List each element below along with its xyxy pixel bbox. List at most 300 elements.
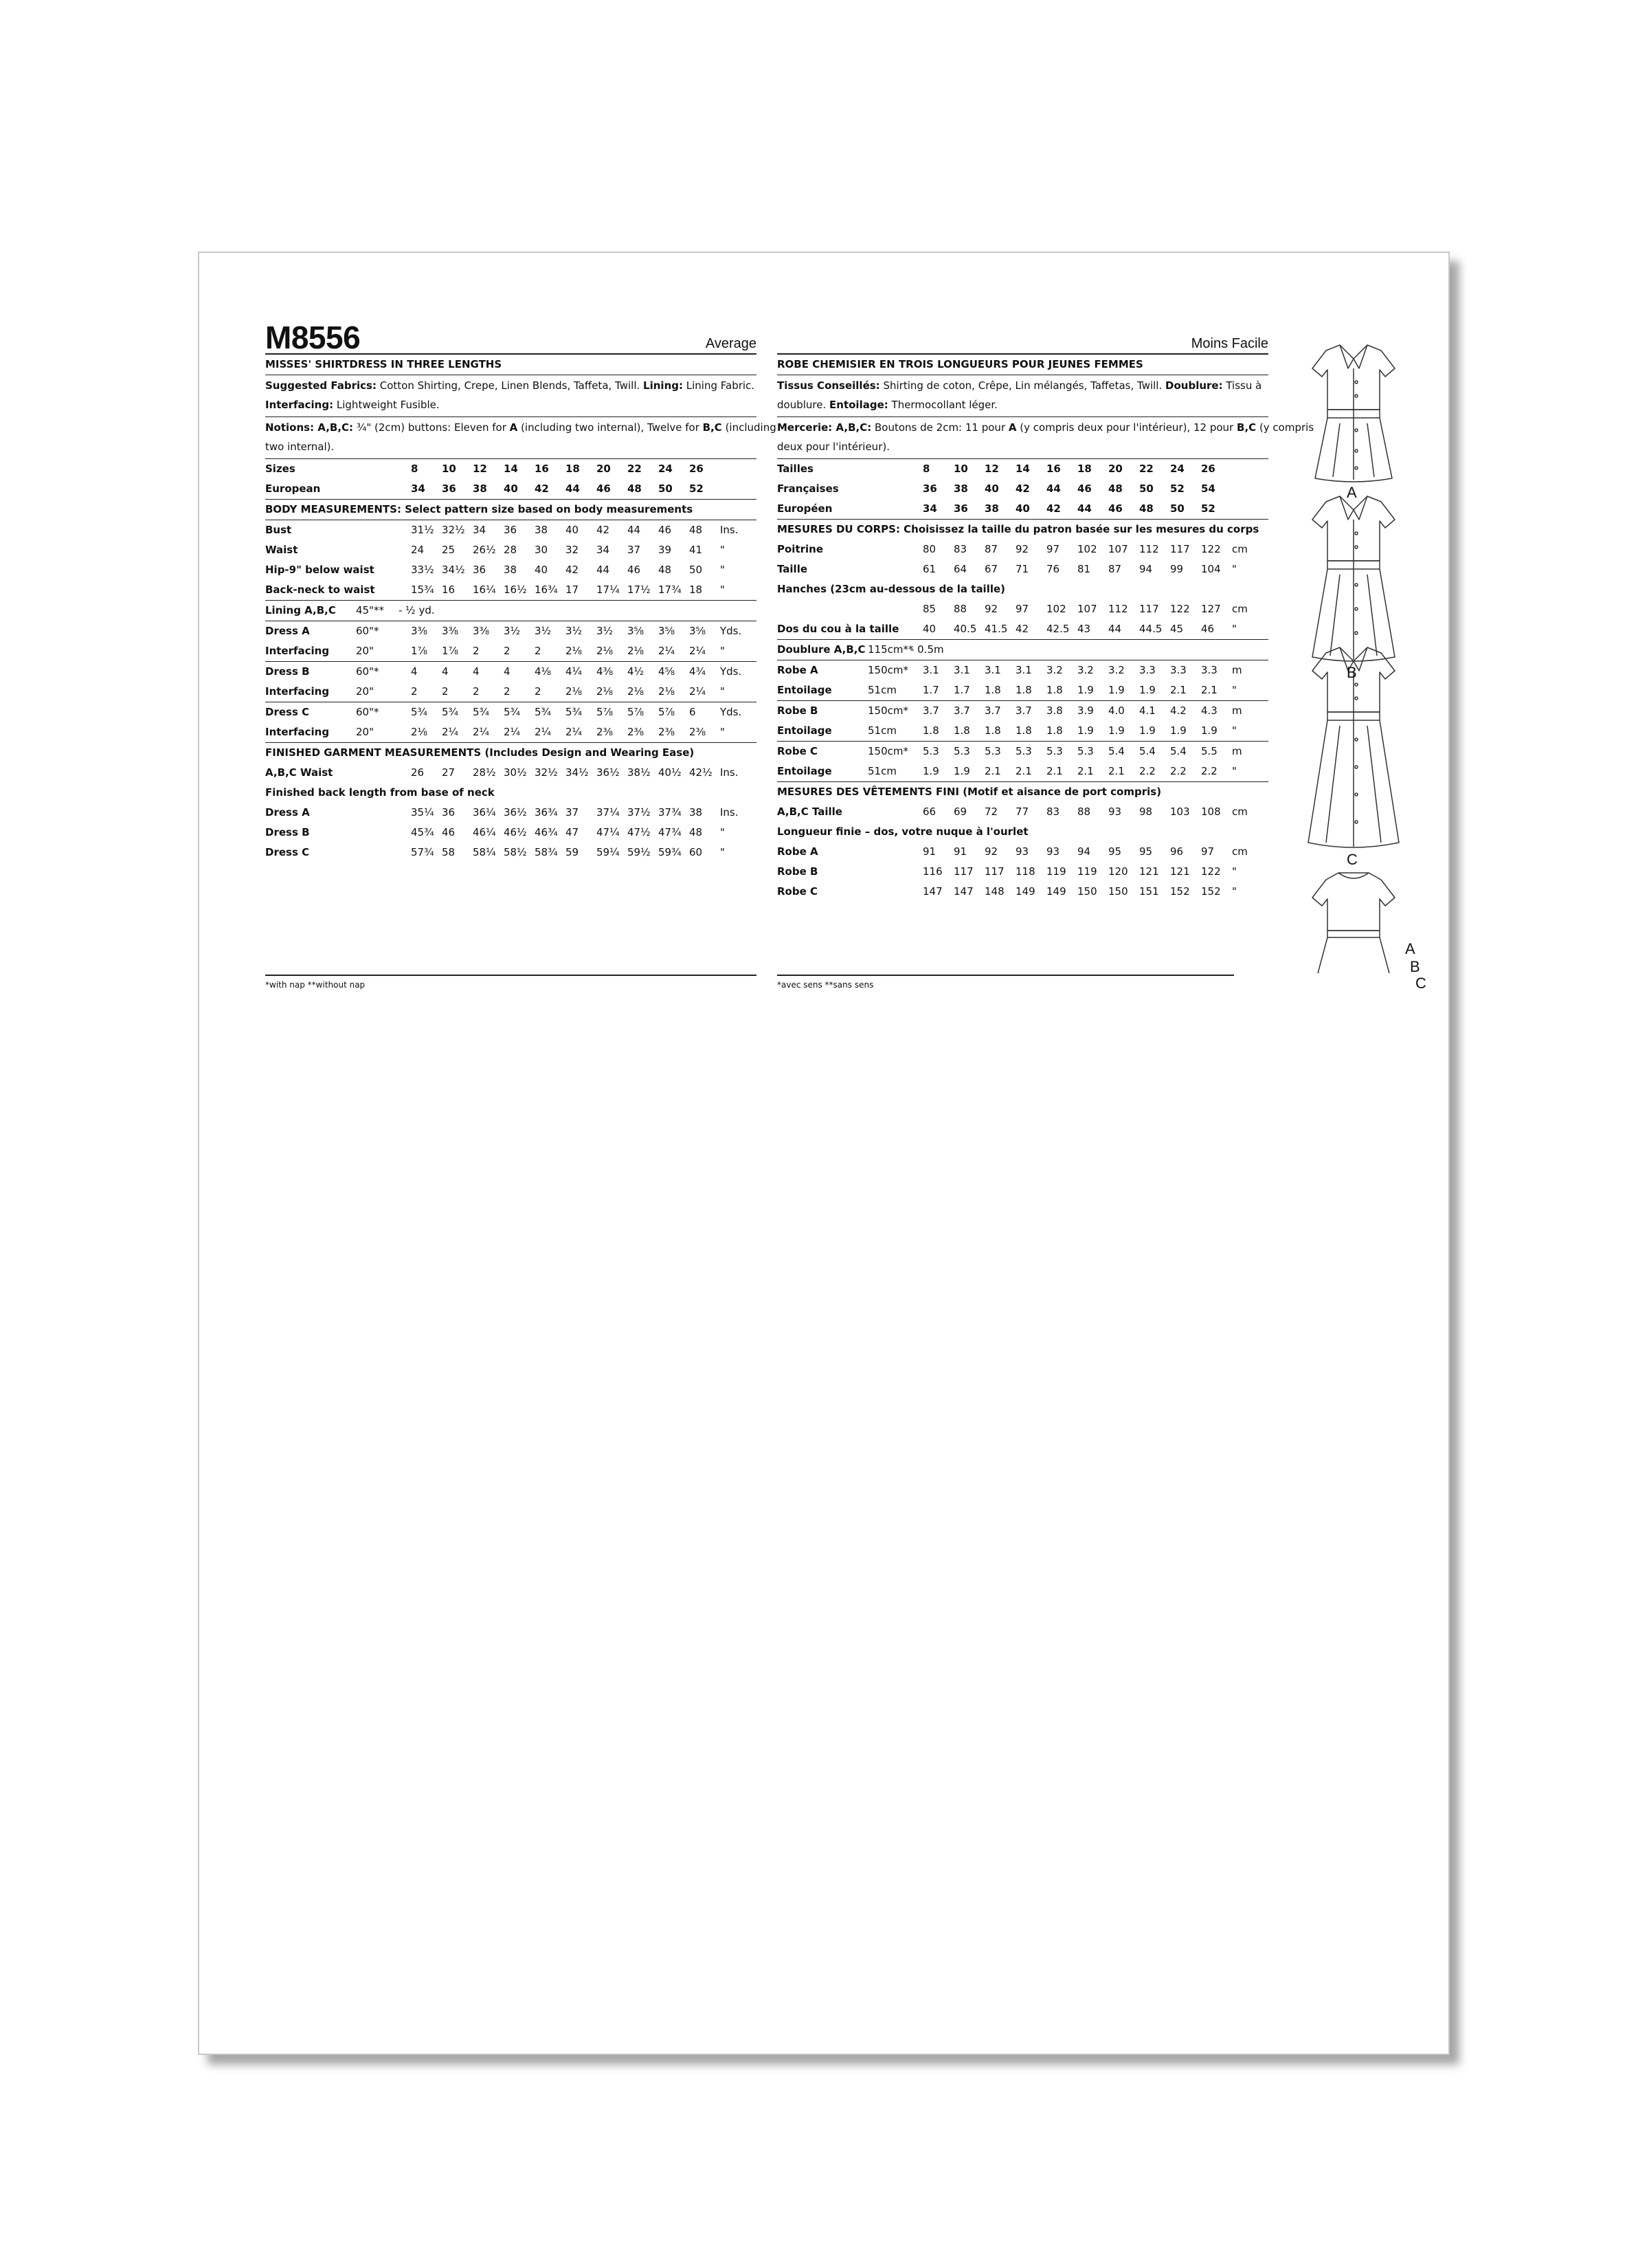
size-cell: 58 [442, 846, 456, 858]
size-cell: 5¾ [565, 706, 583, 718]
size-cell: 52 [1201, 502, 1215, 515]
size-cell: 2⅜ [627, 726, 644, 738]
size-cell: 27 [442, 766, 456, 779]
size-cell: 122 [1170, 603, 1190, 615]
interfacing-text-fr: Thermocollant léger. [891, 399, 998, 411]
size-cell: 34 [473, 524, 486, 536]
size-cell: 2.1 [1016, 765, 1032, 777]
size-cell: 2.1 [1046, 765, 1063, 777]
size-cell: 46¾ [535, 826, 558, 838]
size-cell: 2¼ [442, 726, 459, 738]
yardage-row [265, 722, 756, 743]
hip-row [777, 599, 1268, 619]
size-cell: 47 [565, 826, 579, 838]
size-cell: 34½ [565, 766, 589, 779]
size-cell: 2¼ [535, 726, 552, 738]
size-cell: 1.9 [1108, 724, 1125, 737]
size-cell: 44 [565, 482, 580, 495]
size-cell: 36½ [596, 766, 620, 779]
yardage-row [777, 721, 1268, 742]
fabrics-text: Cotton Shirting, Crepe, Linen Blends, Taffeta, Twill. [379, 379, 640, 392]
size-cell: 117 [1139, 603, 1159, 615]
size-cell: 5⅞ [627, 706, 644, 718]
size-cell: 36¼ [473, 806, 496, 819]
size-cell: 47¾ [658, 826, 682, 838]
size-cell: 42 [1016, 623, 1029, 635]
notions-text-fr: (y compris deux pour l'intérieur), 12 pour [1020, 421, 1234, 434]
size-cell: 122 [1201, 543, 1221, 555]
size-cell: 96 [1170, 845, 1184, 858]
size-cell: 16 [442, 583, 456, 596]
yardage-row [265, 641, 756, 662]
size-cell: 5.3 [923, 745, 939, 757]
size-cell: 17 [565, 583, 579, 596]
row-label: Entoilage [777, 684, 832, 696]
size-cell: 2 [442, 685, 449, 698]
size-cell: 44 [1046, 482, 1061, 495]
size-cell: 2 [504, 645, 511, 657]
size-cell: 52 [689, 482, 704, 495]
size-cell: 28 [504, 544, 517, 556]
size-cell: 46 [1108, 502, 1123, 515]
notions-view-fr: A [1008, 421, 1017, 434]
size-cell: 83 [1046, 805, 1060, 818]
size-cell: 59½ [627, 846, 651, 858]
size-cell: 36 [504, 524, 517, 536]
fabrics-paragraph [265, 375, 756, 417]
size-cell: 1.9 [923, 765, 939, 777]
size-cell: 98 [1139, 805, 1153, 818]
fabric-width: 20" [356, 685, 374, 698]
size-cell: 2¼ [565, 726, 583, 738]
size-cell: 37½ [627, 806, 651, 819]
size-cell: 3½ [596, 625, 614, 637]
size-cell: 4½ [627, 665, 644, 678]
size-cell: 93 [1108, 805, 1122, 818]
size-cell: 121 [1170, 865, 1190, 878]
size-cell: 24 [658, 463, 673, 475]
back-length-row [265, 803, 756, 823]
back-length-row [777, 882, 1268, 902]
size-cell: 52 [1170, 482, 1185, 495]
size-cell: 2⅛ [565, 645, 583, 657]
back-length-row [265, 843, 756, 863]
size-cell: 119 [1046, 865, 1066, 878]
size-cell: 24 [411, 544, 425, 556]
unit-cell: Yds. [720, 625, 742, 637]
row-label: Dress B [265, 665, 310, 678]
back-length-title: Finished back length from base of neck [265, 786, 495, 799]
size-cell: 8 [923, 463, 930, 475]
size-cell: 3.7 [923, 704, 939, 717]
unit-cell: " [1232, 684, 1237, 696]
unit-cell: " [720, 645, 725, 657]
size-cell: 2⅛ [627, 685, 644, 698]
body-measurements-table-fr [777, 540, 1268, 640]
size-cell: 41.5 [985, 623, 1008, 635]
yardage-row [777, 680, 1268, 701]
size-cell: 108 [1201, 805, 1221, 818]
size-cell: 36 [954, 502, 968, 515]
fabric-width: 60"* [356, 625, 379, 637]
yardage-row [265, 682, 756, 702]
size-cell: 4.0 [1108, 704, 1125, 717]
size-cell: 112 [1139, 543, 1159, 555]
row-label: Taille [777, 563, 808, 575]
sizes-row [777, 499, 1268, 520]
back-length-row [777, 862, 1268, 882]
size-cell: 64 [954, 563, 967, 575]
size-cell: 26 [1201, 463, 1215, 475]
size-cell: 46 [596, 482, 611, 495]
size-cell: 34 [923, 502, 937, 515]
size-cell: 5¾ [535, 706, 552, 718]
size-cell: 4 [473, 665, 480, 678]
size-cell: 59 [565, 846, 579, 858]
lining-text-fr: doublure. [777, 399, 827, 411]
size-cell: 107 [1077, 603, 1097, 615]
size-cell: 97 [1201, 845, 1215, 858]
row-label: Hanches (23cm au-dessous de la taille) [777, 583, 1006, 595]
size-cell: 44 [627, 524, 641, 536]
finished-waist-row [777, 802, 1268, 822]
size-cell: 3½ [565, 625, 583, 637]
size-cell: 46¼ [473, 826, 496, 838]
back-length-table [265, 803, 756, 863]
yardage-row [777, 701, 1268, 721]
notions-paragraph [265, 417, 776, 459]
size-cell: 3.1 [954, 664, 970, 676]
size-cell: 5⅞ [658, 706, 675, 718]
size-cell: 2 [535, 685, 541, 698]
size-cell: 3⅜ [442, 625, 459, 637]
size-cell: 118 [1016, 865, 1035, 878]
unit-cell: m [1232, 664, 1242, 676]
body-row [777, 559, 1268, 579]
size-cell: 25 [442, 544, 456, 556]
size-cell: 26½ [473, 544, 496, 556]
size-cell: 17½ [627, 583, 651, 596]
size-cell: 40½ [658, 766, 682, 779]
view-sketches [1285, 341, 1436, 992]
unit-cell: Ins. [720, 524, 739, 536]
back-length-row [777, 842, 1268, 862]
size-cell: 30½ [504, 766, 527, 779]
size-cell: 44 [1108, 623, 1122, 635]
row-label: Tailles [777, 463, 814, 475]
fabrics-text-fr: Shirting de coton, Crêpe, Lin mélangés, Taffetas, Twill. [883, 379, 1163, 392]
unit-cell: " [720, 846, 725, 858]
notions-text-fr: Boutons de 2cm: 11 pour [875, 421, 1006, 434]
size-cell: 149 [1046, 885, 1066, 898]
size-cell: 37 [627, 544, 641, 556]
size-cell: 38 [504, 564, 517, 576]
notions-text-fr: (y compris [1259, 421, 1314, 434]
size-cell: 37 [565, 806, 579, 819]
size-cell: 3.1 [985, 664, 1001, 676]
size-cell: 3⅝ [627, 625, 644, 637]
size-cell: 20 [596, 463, 611, 475]
size-cell: 67 [985, 563, 998, 575]
size-cell: 87 [1108, 563, 1122, 575]
size-cell: 38½ [627, 766, 651, 779]
size-cell: - ½ yd. [399, 604, 435, 616]
size-cell: 4⅛ [535, 665, 552, 678]
notions-view: B,C [702, 421, 722, 434]
size-cell: 83 [954, 543, 967, 555]
size-cell: 1.8 [954, 724, 970, 737]
size-cell: 3½ [535, 625, 552, 637]
size-cell: 40 [985, 482, 999, 495]
fabric-width: 150cm* [868, 745, 908, 757]
fabric-width: 150cm* [868, 664, 908, 676]
row-label: Dress C [265, 846, 310, 858]
pattern-number: M8556 [265, 320, 361, 355]
size-cell: 14 [504, 463, 518, 475]
sizes-row [777, 459, 1268, 479]
english-header [265, 320, 756, 355]
size-cell: 17¼ [596, 583, 620, 596]
size-cell: 58¾ [535, 846, 558, 858]
size-cell: 149 [1016, 885, 1035, 898]
size-cell: 50 [1139, 482, 1154, 495]
size-cell: 91 [954, 845, 967, 858]
interfacing-text: Lightweight Fusible. [336, 399, 440, 411]
size-cell: 36¾ [535, 806, 558, 819]
size-cell: 2¼ [689, 645, 706, 657]
size-cell: 2.2 [1139, 765, 1156, 777]
row-label: Robe C [777, 885, 818, 898]
size-cell: 5⅞ [596, 706, 614, 718]
size-cell: 5¾ [411, 706, 428, 718]
size-cell: 3⅜ [473, 625, 490, 637]
size-cell: 42½ [689, 766, 713, 779]
size-cell: 40 [535, 564, 548, 576]
size-cell: 71 [1016, 563, 1029, 575]
yardage-row [265, 621, 756, 641]
size-cell: 150 [1077, 885, 1097, 898]
view-label-c: C [1347, 851, 1358, 868]
row-label: Doublure A,B,C [777, 643, 866, 656]
notions-label-fr: Mercerie: A,B,C: [777, 421, 872, 434]
size-cell: 45 [1170, 623, 1184, 635]
size-cell: 2⅛ [596, 685, 614, 698]
size-cell: 5.5 [1201, 745, 1218, 757]
size-cell: 2.1 [985, 765, 1001, 777]
size-cell: 3.7 [954, 704, 970, 717]
size-cell: 36 [923, 482, 937, 495]
row-label: Waist [265, 544, 298, 556]
size-cell: 1.9 [1201, 724, 1218, 737]
row-label: Dress A [265, 806, 310, 819]
size-cell: 87 [985, 543, 998, 555]
yardage-row [777, 660, 1268, 680]
size-cell: 61 [923, 563, 936, 575]
size-cell: 1.9 [1139, 684, 1156, 696]
size-cell: 2¼ [658, 645, 675, 657]
size-cell: 66 [923, 805, 936, 818]
english-column [265, 320, 776, 863]
size-cell: 3.1 [923, 664, 939, 676]
size-cell: 2.2 [1170, 765, 1187, 777]
notions-paragraph-fr [777, 417, 1314, 459]
unit-cell: " [720, 726, 725, 738]
size-cell: 6 [689, 706, 696, 718]
unit-cell: " [1232, 885, 1237, 898]
size-cell: 41 [689, 544, 703, 556]
notions-view-fr: B,C [1237, 421, 1257, 434]
notions-text: (including two internal), Twelve for [521, 421, 699, 434]
size-cell: 81 [1077, 563, 1091, 575]
size-cell: 127 [1201, 603, 1221, 615]
dress-b-sketch-icon [1312, 496, 1395, 661]
unit-cell: cm [1232, 543, 1248, 555]
size-cell: 4 [504, 665, 511, 678]
size-cell: 1.9 [954, 765, 970, 777]
size-cell: 85 [923, 603, 936, 615]
unit-cell: Yds. [720, 706, 742, 718]
size-cell: 2 [535, 645, 541, 657]
fabric-width: 150cm* [868, 704, 908, 717]
size-cell: 32½ [535, 766, 558, 779]
size-cell: 92 [985, 603, 998, 615]
size-cell: 3.2 [1046, 664, 1063, 676]
size-cell: 5.4 [1170, 745, 1187, 757]
size-cell: 3.2 [1077, 664, 1094, 676]
size-cell: 5.3 [1016, 745, 1032, 757]
size-cell: 4⅝ [658, 665, 675, 678]
size-cell: 5.3 [954, 745, 970, 757]
size-cell: 44.5 [1139, 623, 1163, 635]
size-cell: 4.3 [1201, 704, 1218, 717]
size-cell: 3.2 [1108, 664, 1125, 676]
size-cell: 103 [1170, 805, 1190, 818]
row-label: Sizes [265, 463, 295, 475]
notions-text-fr: deux pour l'intérieur). [777, 441, 890, 453]
row-label: Robe A [777, 664, 818, 676]
size-cell: 18 [565, 463, 580, 475]
fabrics-paragraph-fr [777, 375, 1268, 417]
size-cell: 102 [1077, 543, 1097, 555]
size-cell: 3.8 [1046, 704, 1063, 717]
size-cell: 40 [504, 482, 518, 495]
size-cell: 2.1 [1201, 684, 1218, 696]
size-cell: 16¾ [535, 583, 558, 596]
size-cell: 94 [1077, 845, 1091, 858]
size-cell: 117 [985, 865, 1005, 878]
lining-table [265, 601, 756, 621]
size-cell: 122 [1201, 865, 1221, 878]
row-label: Back-neck to waist [265, 583, 375, 596]
size-cell: 57¾ [411, 846, 434, 858]
row-label: Interfacing [265, 685, 330, 698]
footnote: *with nap **without nap [265, 975, 756, 990]
size-cell: 58½ [504, 846, 527, 858]
size-cell: 3.3 [1201, 664, 1218, 676]
unit-cell: cm [1232, 805, 1248, 818]
size-cell: 97 [1046, 543, 1060, 555]
size-cell: 16 [1046, 463, 1061, 475]
interfacing-label-fr: Entoilage: [829, 399, 888, 411]
body-row [777, 540, 1268, 559]
size-cell: 4.1 [1139, 704, 1156, 717]
size-cell: 117 [954, 865, 974, 878]
size-cell: 30 [535, 544, 548, 556]
size-cell: 47½ [627, 826, 651, 838]
size-cell: 2 [473, 685, 480, 698]
row-label: Hip-9" below waist [265, 564, 374, 576]
size-cell: 1⅞ [411, 645, 428, 657]
body-measurements-table [265, 520, 756, 601]
row-label: Robe B [777, 865, 818, 878]
view-label-combined-a: A [1405, 940, 1415, 957]
size-cell: 3.1 [1016, 664, 1032, 676]
yardage-table [265, 621, 756, 743]
size-cell: 3.3 [1139, 664, 1156, 676]
dress-sketches-icon [1285, 341, 1436, 973]
size-cell: 34 [596, 544, 610, 556]
row-label: A,B,C Waist [265, 766, 333, 779]
row-label: Dress B [265, 826, 310, 838]
size-cell: 121 [1139, 865, 1159, 878]
size-cell: 42.5 [1046, 623, 1070, 635]
size-cell: 95 [1108, 845, 1122, 858]
view-label-combined-b: B [1410, 958, 1420, 975]
size-cell: - 0.5m [910, 643, 944, 656]
size-cell: 38 [473, 482, 487, 495]
size-cell: 1.8 [985, 724, 1001, 737]
pattern-sheet [198, 252, 1450, 2055]
back-length-table-fr [777, 842, 1268, 902]
size-cell: 2.2 [1201, 765, 1218, 777]
row-label: Robe B [777, 704, 818, 717]
size-cell: 69 [954, 805, 967, 818]
size-cell: 46 [442, 826, 456, 838]
back-length-row [265, 823, 756, 843]
size-cell: 77 [1016, 805, 1029, 818]
lining-row [265, 601, 756, 621]
row-label: Poitrine [777, 543, 824, 555]
size-cell: 16 [535, 463, 549, 475]
size-cell: 34 [411, 482, 425, 495]
size-cell: 35¼ [411, 806, 434, 819]
lining-table-fr [777, 640, 1268, 660]
size-cell: 3.7 [1016, 704, 1032, 717]
notions-view: A [509, 421, 518, 434]
size-cell: 1.8 [1016, 724, 1032, 737]
body-row [265, 520, 756, 540]
unit-cell: " [720, 826, 725, 838]
size-cell: 26 [411, 766, 425, 779]
size-cell: 88 [954, 603, 967, 615]
size-cell: 107 [1108, 543, 1128, 555]
size-cell: 2.1 [1170, 684, 1187, 696]
size-cell: 42 [565, 564, 579, 576]
unit-cell: cm [1232, 845, 1248, 858]
size-cell: 16½ [504, 583, 527, 596]
size-cell: 46 [658, 524, 672, 536]
size-cell: 1.9 [1139, 724, 1156, 737]
body-row [265, 560, 756, 580]
lining-label-fr: Doublure: [1165, 379, 1223, 392]
size-cell: 46 [627, 564, 641, 576]
row-label: Robe A [777, 845, 818, 858]
size-cell: 3.7 [985, 704, 1001, 717]
size-cell: 26 [689, 463, 704, 475]
french-header [777, 320, 1268, 355]
unit-cell: Ins. [720, 766, 739, 779]
unit-cell: " [1232, 865, 1237, 878]
